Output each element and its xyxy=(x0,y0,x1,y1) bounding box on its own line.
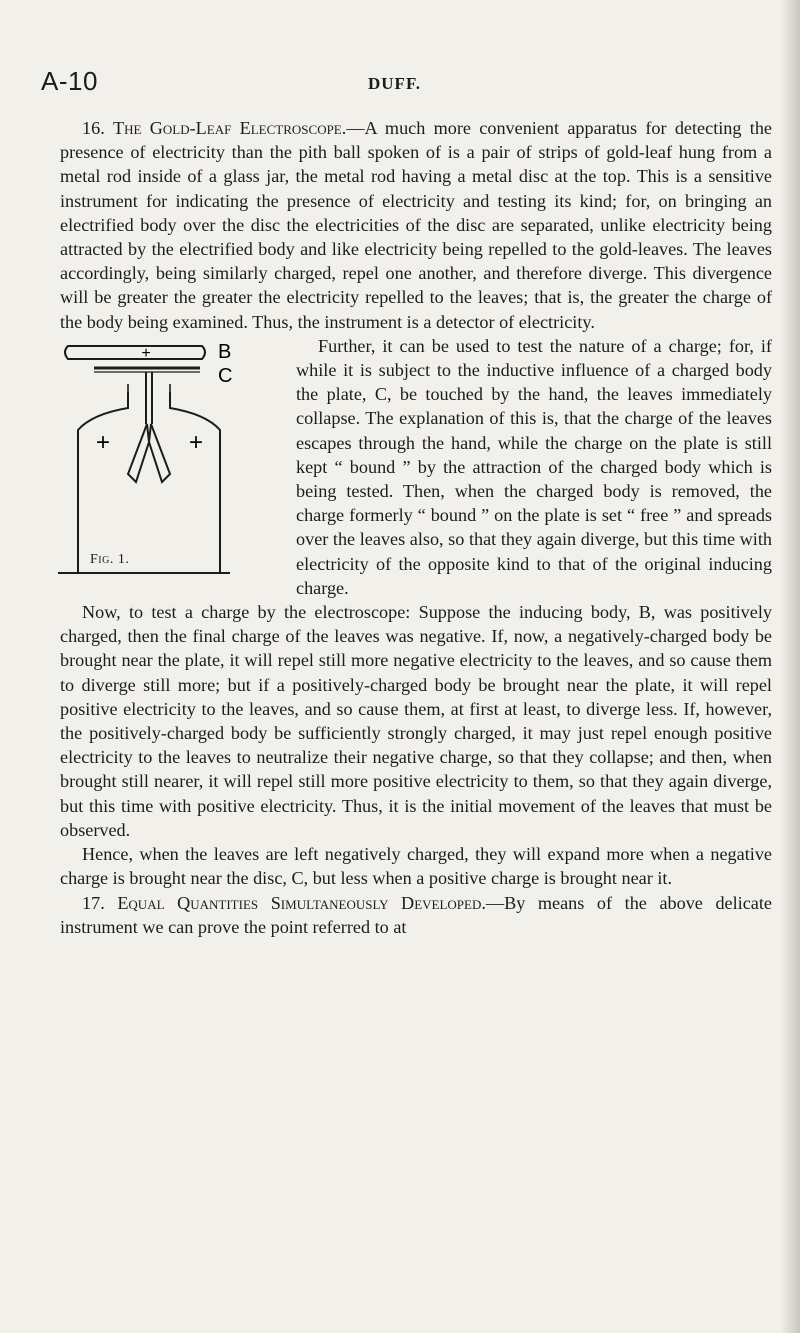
right-leaf-charge-sign: + xyxy=(188,428,204,456)
figure-caption: Fig. 1. xyxy=(90,551,130,567)
page-number: A-10 xyxy=(41,66,98,96)
section-17-paragraph xyxy=(60,891,772,939)
section-17-text: —By means of the above delicate instrument we can prove the point referred to at xyxy=(60,892,773,937)
left-leaf-charge-sign: + xyxy=(95,428,111,456)
gold-leaf-left xyxy=(128,424,149,482)
gold-leaf-right xyxy=(149,424,170,482)
jar-neck xyxy=(128,384,170,392)
section-17-number: 17. xyxy=(82,892,105,913)
charged-body-b xyxy=(65,346,205,359)
electroscope-figure xyxy=(58,334,290,578)
electroscope-diagram xyxy=(58,334,290,578)
rod-charge-sign: + xyxy=(141,344,151,362)
running-head: DUFF. xyxy=(368,74,422,93)
section-16-paragraph-2: Further, it can be used to test the nature of a charge; for, if while it is subject to the inductive influence of a charged body the plate, C, be touched by the hand, the leaves immediately collapse. The explanation of this is, that the charge of the leaves escapes through the hand, while the charge on the plate is still kept “ bound ” by the attraction of the charged body which is being tested. Then, when the charged body is removed, the charge formerly “ bound ” on the plate is set “ free ” and spreads over the leaves also, so that they again diverge, but this time with electricity of the opposite kind to that of the original inducing charge. xyxy=(296,335,772,598)
page-edge-shadow xyxy=(780,0,800,1333)
metal-rod xyxy=(146,372,152,424)
label-c: C xyxy=(218,364,233,387)
section-16-text-1: —A much more convenient apparatus for detecting the presence of electricity than the pith ball spoken of is a pair of strips of gold-leaf hung from a metal rod inside of a glass jar, the metal rod having a metal disc at the top. This is a sensitive instrument for indicating the presence of electricity and testing its kind; for, on bringing an electrified body over the disc the electricities of the disc are separated, unlike electricity being attracted by the electrified body and like electricity being repelled to the gold-leaves. The leaves accordingly, being similarly charged, repel one another, and therefore diverge. This divergence will be greater the greater the electricity repelled to the leaves; that is, the greater the charge of the body being examined. Thus, the instrument is a detector of electricity. xyxy=(60,118,773,332)
section-17-title: Equal Quantities Simultaneously Developed. xyxy=(117,892,486,913)
section-16-paragraph-1 xyxy=(60,116,772,334)
section-16-paragraph-3: Now, to test a charge by the electroscope: Suppose the inducing body, B, was positively charged, then the final charge of the leaves was negative. If, now, a negatively-charged body be brought near the plate, it will repel still more negative electricity to the leaves, and so cause them to diverge still more; but if a positively-charged body be brought near the plate, it will repel positive electricity to the leaves, and so cause them, at first at least, to diverge less. If, however, the positively-charged body be sufficiently strongly charged, it may just repel enough positive electricity to the leaves to neutralize their negative charge, so that they collapse; and then, when brought still nearer, it will repel still more positive electricity to them, so that they again diverge, but this time with positive electricity. Thus, it is the initial movement of the leaves that must be observed. xyxy=(60,602,772,840)
label-b: B xyxy=(218,340,232,363)
glass-jar xyxy=(78,392,220,572)
section-16-paragraph-4: Hence, when the leaves are left negatively charged, they will expand more when a negative charge is brought near the disc, C, but less when a positive charge is brought near it. xyxy=(60,844,772,889)
section-16-title: The Gold-Leaf Electroscope. xyxy=(113,118,347,138)
section-16-number: 16. xyxy=(82,118,105,138)
body-text xyxy=(60,116,772,939)
